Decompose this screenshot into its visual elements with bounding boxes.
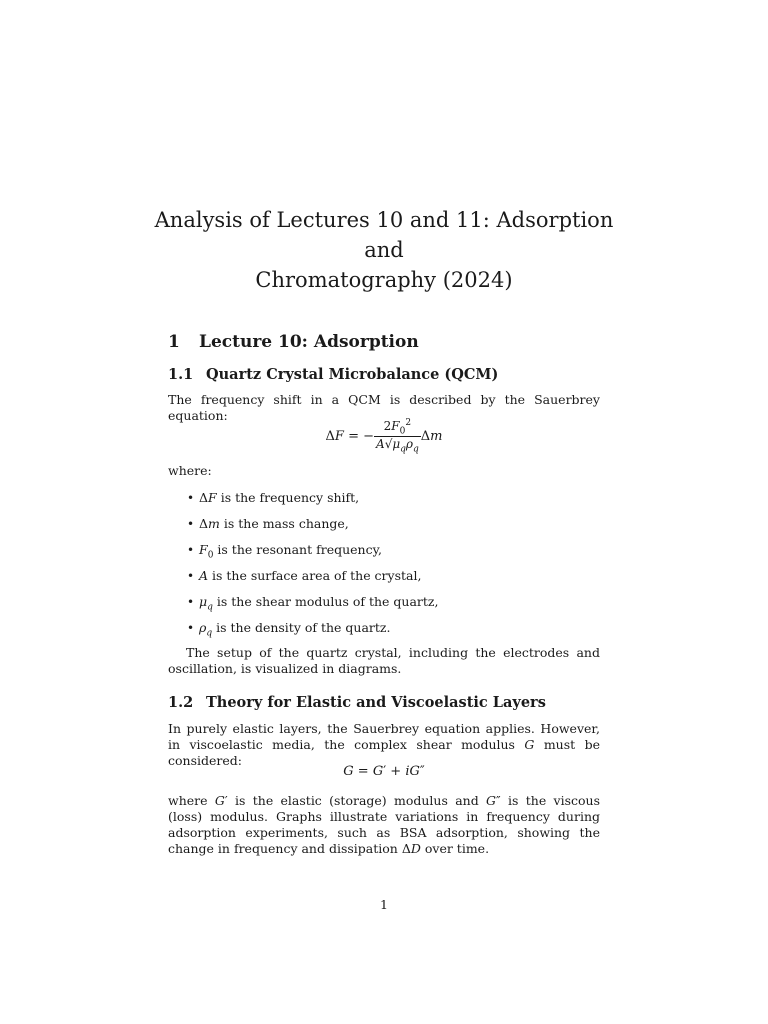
list-item: • $\rho_q$ is the density of the quartz. bbox=[187, 620, 391, 639]
page-number: 1 bbox=[380, 897, 388, 912]
subsection-number: 1.2 bbox=[168, 694, 194, 711]
sauerbrey-equation: ΔF = − $\frac{2F_0^2}{A√\mu_q\rho_q}$ Δm bbox=[325, 418, 443, 455]
section-title: Lecture 10: Adsorption bbox=[199, 332, 419, 352]
viscoelastic-paragraph: where G′ is the elastic (storage) modulus and G″ is the viscous (loss) modulus. Graphs illustrate variations in frequency during adsorption experiments, such as BSA adsorption, showing the change in frequency and dissipation ΔD over time. bbox=[168, 793, 600, 856]
title-line-1: Analysis of Lectures 10 and 11: Adsorption and bbox=[154, 208, 614, 262]
list-item: • Δm is the mass change, bbox=[187, 516, 349, 531]
subsection-number: 1.1 bbox=[168, 366, 194, 383]
section-heading-lecture-10 bbox=[168, 332, 419, 352]
setup-paragraph: The setup of the quartz crystal, including the electrodes and oscillation, is visualized in diagrams. bbox=[168, 645, 600, 676]
where-label: where: bbox=[168, 463, 212, 478]
list-item: • A is the surface area of the crystal, bbox=[187, 568, 422, 583]
title-line-2: Chromatography (2024) bbox=[255, 268, 513, 292]
complex-modulus-equation: G = G′ + iG″ bbox=[343, 764, 425, 779]
subsection-title: Quartz Crystal Microbalance (QCM) bbox=[206, 366, 499, 383]
subsection-heading-qcm bbox=[168, 366, 498, 383]
subsection-title: Theory for Elastic and Viscoelastic Layers bbox=[206, 694, 546, 711]
list-item: • $\mu_q$ is the shear modulus of the quartz, bbox=[187, 594, 439, 613]
sauerbrey-fraction: $\frac{2F_0^2}{A√\mu_q\rho_q}$ bbox=[376, 418, 419, 455]
list-item: • $F_0$ is the resonant frequency, bbox=[187, 542, 382, 561]
subsection-heading-elastic bbox=[168, 694, 546, 711]
section-number: 1 bbox=[168, 332, 180, 352]
sauerbrey-intro: The frequency shift in a QCM is described by the Sauerbrey equation: bbox=[168, 392, 600, 423]
elastic-paragraph: In purely elastic layers, the Sauerbrey equation applies. However, in viscoelastic media, the complex shear modulus G must be considered: bbox=[168, 721, 600, 768]
document-title bbox=[150, 205, 618, 295]
list-item: • ΔF is the frequency shift, bbox=[187, 490, 360, 505]
variable-list bbox=[168, 490, 600, 646]
